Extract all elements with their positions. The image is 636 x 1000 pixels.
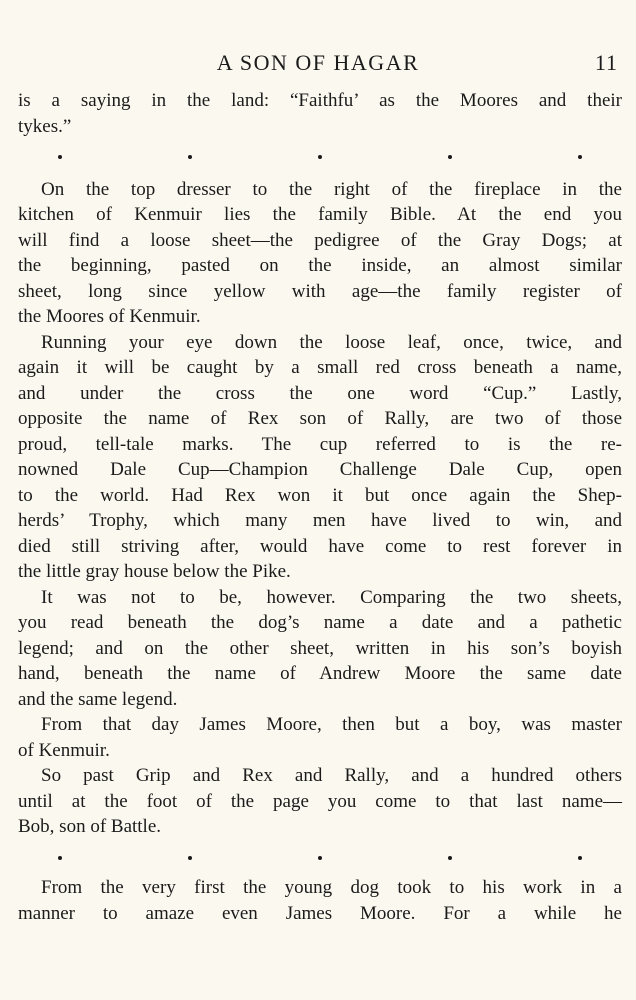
page-number: 11 — [594, 50, 618, 75]
body-text — [18, 88, 622, 926]
section-break-dot — [188, 155, 192, 159]
section-break-dot — [58, 856, 62, 860]
text-line: again it will be caught by a small red cross beneath a name, — [18, 357, 622, 378]
text-line: to the world. Had Rex won it but once again the Shep- — [18, 484, 622, 506]
text-line: herds’ Trophy, which many men have lived to win, and — [18, 510, 622, 531]
text-line: nowned Dale Cup—Champion Challenge Dale Cup, open — [18, 459, 622, 480]
running-head — [18, 50, 618, 80]
text-line: until at the foot of the page you come to that last name— — [18, 790, 622, 812]
text-line: It was not to be, however. Comparing the two sheets, — [41, 586, 622, 608]
section-break-dot — [448, 155, 452, 159]
text-line: the little gray house below the Pike. — [18, 561, 291, 582]
text-line: is a saying in the land: “Faithfu’ as the Moores and their — [18, 90, 622, 111]
text-line: died still striving after, would have come to rest forever in — [18, 535, 622, 557]
text-line: kitchen of Kenmuir lies the family Bible. At the end you — [18, 204, 622, 225]
text-line: legend; and on the other sheet, written in his son’s boyish — [18, 637, 622, 659]
running-head-title: A SON OF HAGAR — [216, 50, 420, 75]
text-line: opposite the name of Rex son of Rally, are two of those — [18, 408, 622, 429]
section-break-dot — [578, 155, 582, 159]
text-line: and the same legend. — [18, 688, 178, 710]
text-line: the beginning, pasted on the inside, an almost similar — [18, 255, 622, 276]
section-break — [18, 840, 622, 872]
text-line: From the very first the young dog took to his work in a — [41, 877, 622, 898]
section-break — [18, 139, 622, 171]
text-line: From that day James Moore, then but a boy, was master — [41, 714, 622, 735]
text-line: Bob, son of Battle. — [18, 816, 162, 837]
text-line: hand, beneath the name of Andrew Moore the same date — [18, 663, 622, 684]
section-break-dot — [318, 155, 322, 159]
section-break-dot — [578, 856, 582, 860]
text-line: Running your eye down the loose leaf, once, twice, and — [41, 331, 622, 353]
text-line: you read beneath the dog’s name a date and a pathetic — [18, 612, 622, 633]
text-line: the Moores of Kenmuir. — [18, 306, 201, 327]
text-line: will find a loose sheet—the pedigree of the Gray Dogs; at — [18, 229, 622, 251]
text-line: sheet, long since yellow with age—the family register of — [18, 280, 622, 302]
section-break-dot — [58, 155, 62, 159]
section-break-dot — [448, 856, 452, 860]
text-line: On the top dresser to the right of the fireplace in the — [41, 178, 622, 200]
text-line: So past Grip and Rex and Rally, and a hundred others — [41, 765, 622, 786]
section-break-dot — [188, 856, 192, 860]
text-line: of Kenmuir. — [18, 739, 110, 761]
text-line: and under the cross the one word “Cup.” Lastly, — [18, 382, 622, 404]
text-line: proud, tell-tale marks. The cup referred to is the re- — [18, 433, 622, 455]
text-line: manner to amaze even James Moore. For a while he — [18, 902, 622, 924]
text-line: tykes.” — [18, 115, 72, 137]
section-break-dot — [318, 856, 322, 860]
